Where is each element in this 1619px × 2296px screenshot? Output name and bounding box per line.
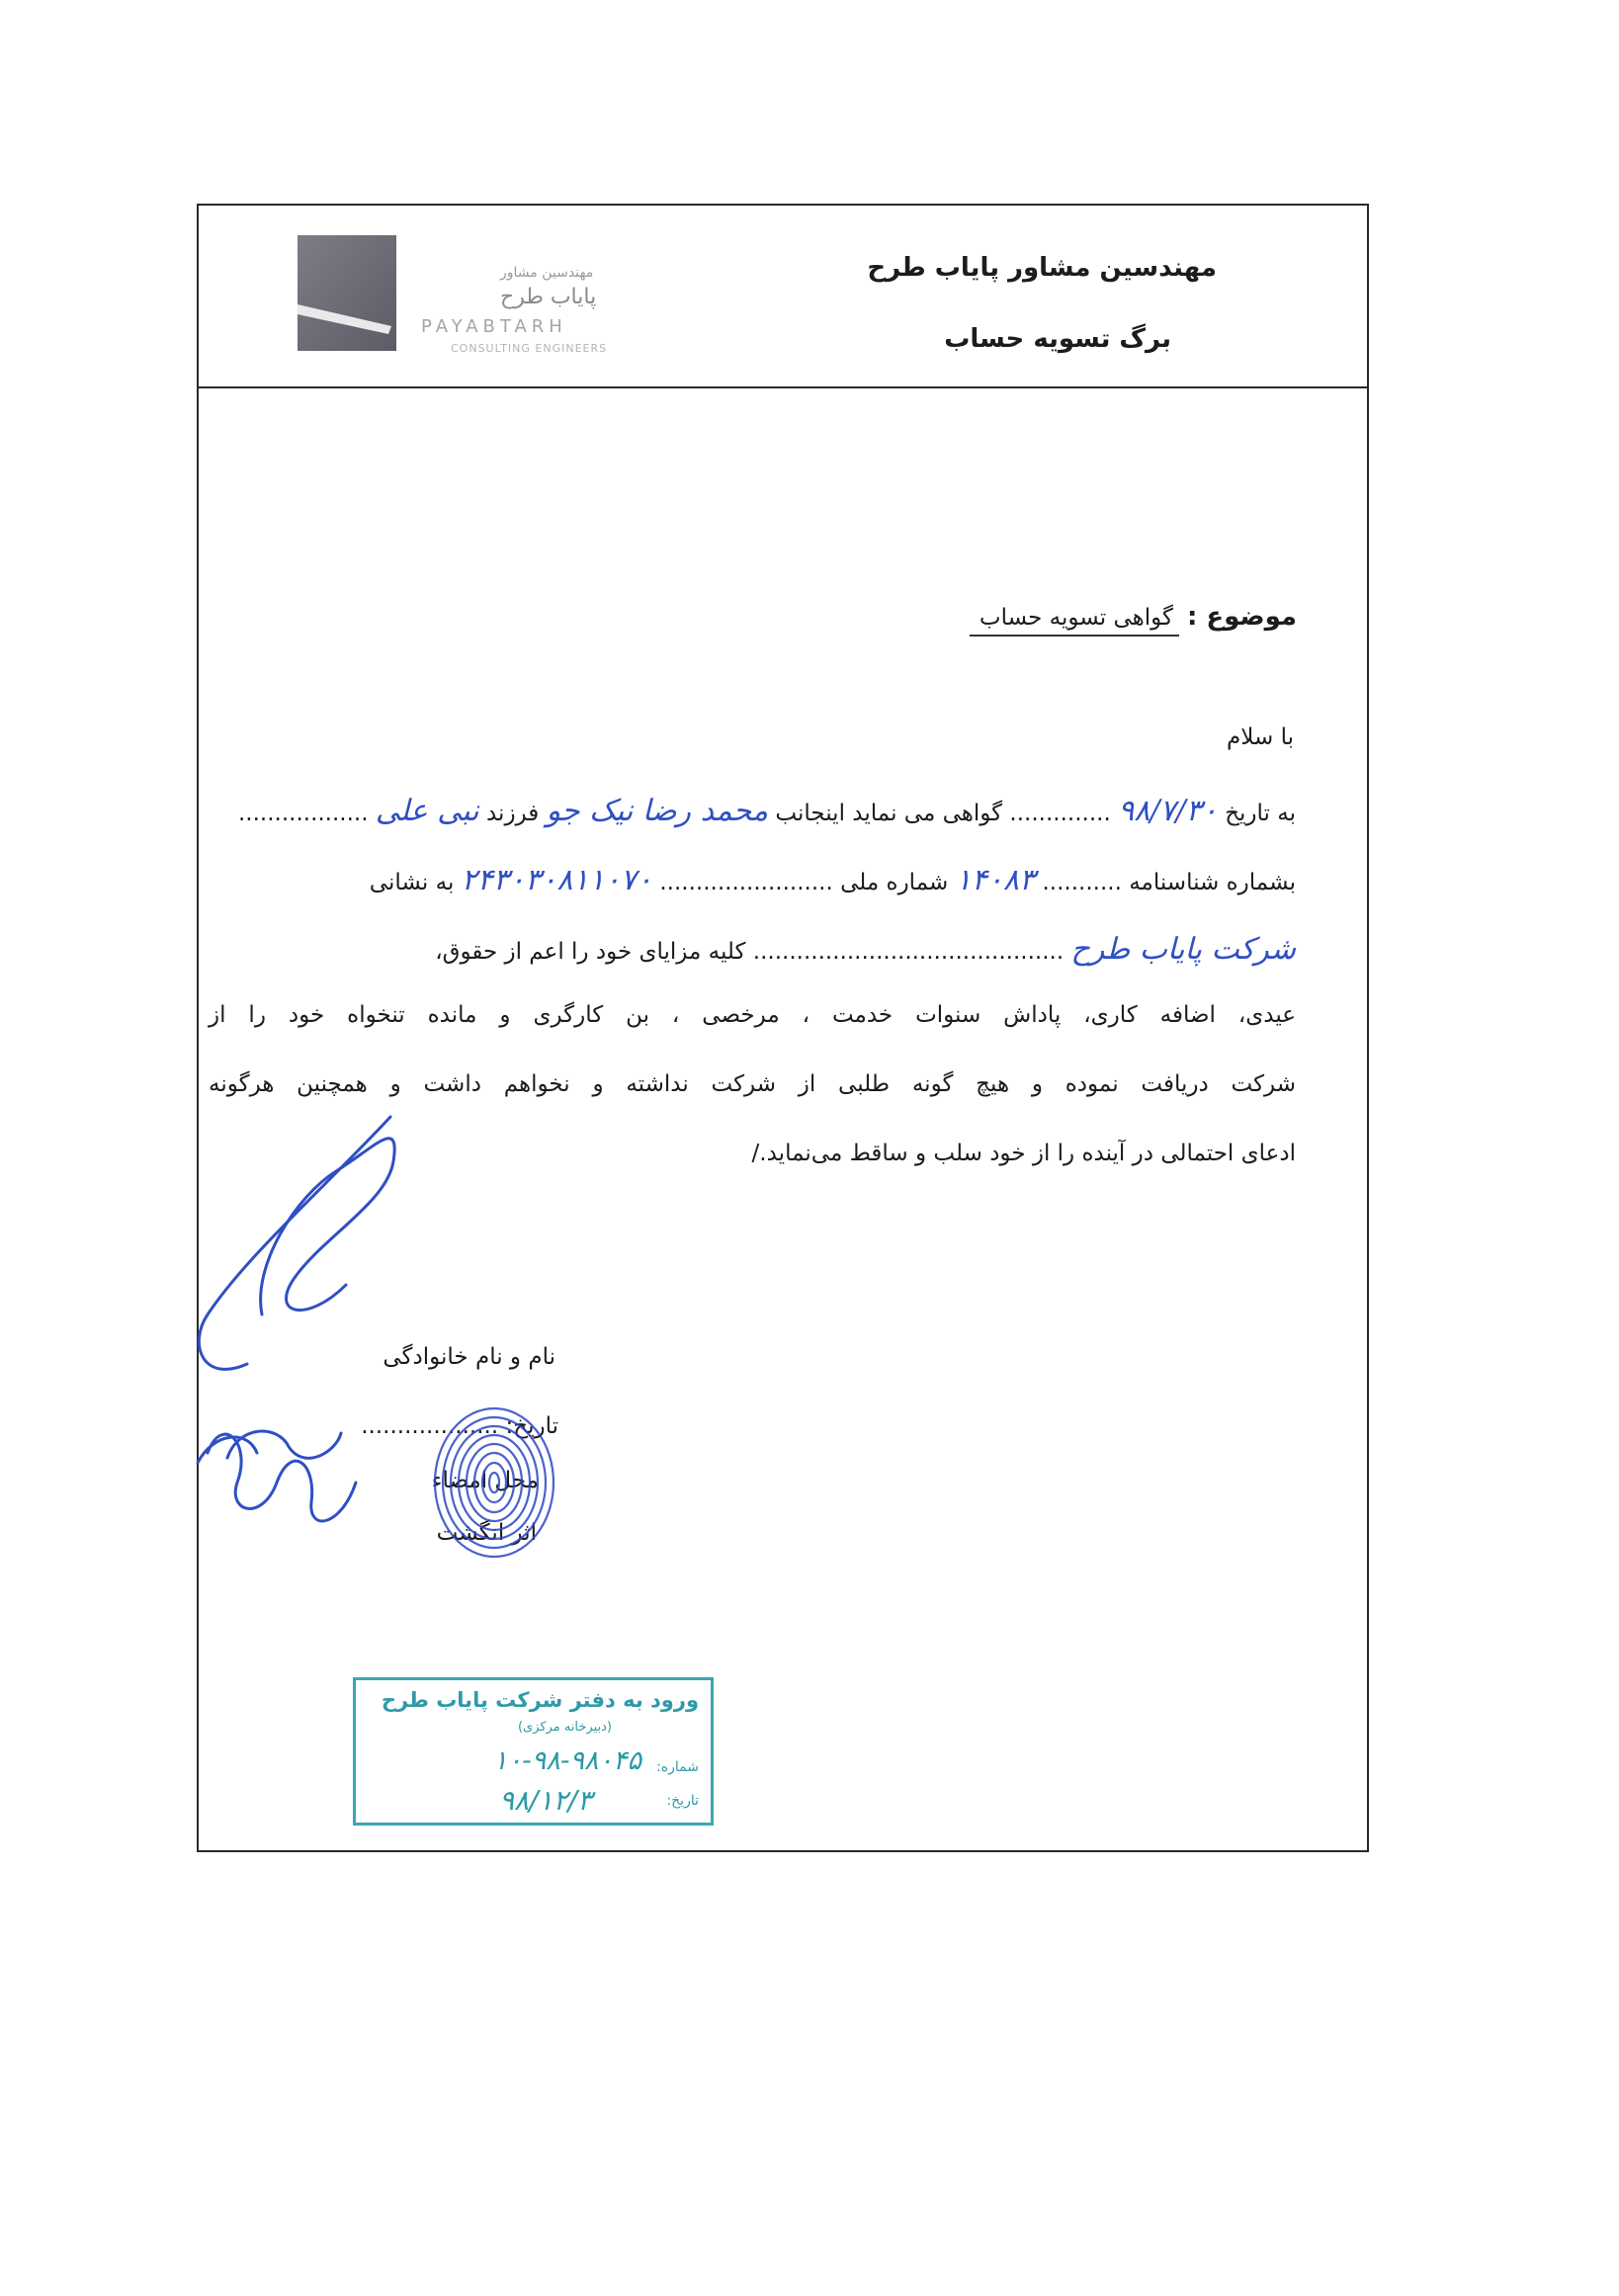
father-name-handwritten: نبی علی — [375, 794, 479, 828]
stamp-number-value: ۱۰-۹۸-۹۸۰۴۵ — [492, 1745, 641, 1776]
stamp-number-label: شماره: — [656, 1759, 699, 1775]
stamp-title: ورود به دفتر شرکت پایاب طرح — [381, 1688, 699, 1712]
logo-english-subtitle: CONSULTING ENGINEERS — [451, 342, 608, 355]
body-line-2 — [209, 863, 1296, 897]
full-name-label: نام و نام خانوادگی — [383, 1344, 555, 1370]
date-dots: .............. — [1009, 801, 1111, 826]
name-handwritten: محمد رضا نیک جو — [546, 794, 769, 828]
national-id-handwritten: ۲۴۳۰۳۰۸۱۱۰۷۰ — [461, 863, 653, 897]
national-id-dots: ........................ — [659, 870, 833, 895]
national-id-label: شماره ملی — [840, 870, 949, 895]
father-name-dots: .................. — [237, 801, 369, 826]
company-logo — [298, 235, 653, 364]
header-divider — [199, 386, 1367, 388]
id-number-label: بشماره شناسنامه — [1129, 870, 1296, 895]
signature-date-row — [361, 1413, 558, 1439]
certify-text: گواهی می نماید اینجانب — [775, 801, 1003, 826]
form-frame — [197, 204, 1369, 1852]
body-line-1 — [209, 794, 1296, 828]
address-handwritten: شرکت پایاب طرح — [1070, 932, 1296, 967]
logo-english-name: PAYABTARH — [421, 316, 567, 337]
benefits-text: کلیه مزایای خود را اعم از حقوق، — [435, 939, 746, 965]
fingerprint-label: اثر انگشت — [436, 1520, 537, 1546]
body-line-6: ادعای احتمالی در آینده را از خود سلب و ساقط می‌نماید./ — [751, 1141, 1296, 1166]
date-intro: به تاریخ — [1225, 801, 1296, 826]
registration-stamp — [353, 1677, 714, 1826]
logo-persian-name: پایاب طرح — [500, 285, 597, 309]
company-name: مهندسین مشاور پایاب طرح — [867, 253, 1217, 283]
stamp-date-label: تاریخ: — [666, 1793, 699, 1809]
signature-date-dots: ................... — [361, 1413, 499, 1439]
id-number-dots: ........... — [1042, 870, 1122, 895]
signature-place-label: محل امضاء — [431, 1468, 539, 1493]
date-handwritten: ۹۸/۷/۳۰ — [1118, 794, 1218, 828]
body-line-4: عیدی، اضافه کاری، پاداش سنوات خدمت ، مرخصی ، بن کارگری و مانده تنخواه خود را از — [209, 1002, 1296, 1028]
logo-persian-caption: مهندسین مشاور — [500, 265, 594, 281]
id-number-handwritten: ۱۴۰۸۳ — [955, 863, 1036, 897]
logo-mark-icon — [298, 235, 396, 351]
body-line-5: شرکت دریافت نموده و هیچ گونه طلبی از شرکت نداشته و نخواهم داشت و همچنین هرگونه — [209, 1071, 1296, 1097]
greeting: با سلام — [1227, 724, 1294, 750]
signature-date-label: تاریخ: — [505, 1413, 558, 1439]
address-dots: ........................................... — [752, 939, 1065, 965]
form-title: برگ تسویه حساب — [944, 324, 1171, 354]
subject-value: گواهی تسویه حساب — [970, 605, 1179, 637]
subject-label: موضوع : — [1186, 602, 1297, 632]
child-of-label: فرزند — [485, 801, 540, 826]
body-line-3 — [209, 932, 1296, 967]
stamp-subtitle: (دبیرخانه مرکزی) — [517, 1720, 612, 1735]
stamp-date-value: ۹۸/۱۲/۳ — [498, 1784, 592, 1817]
address-label: به نشانی — [369, 870, 455, 895]
